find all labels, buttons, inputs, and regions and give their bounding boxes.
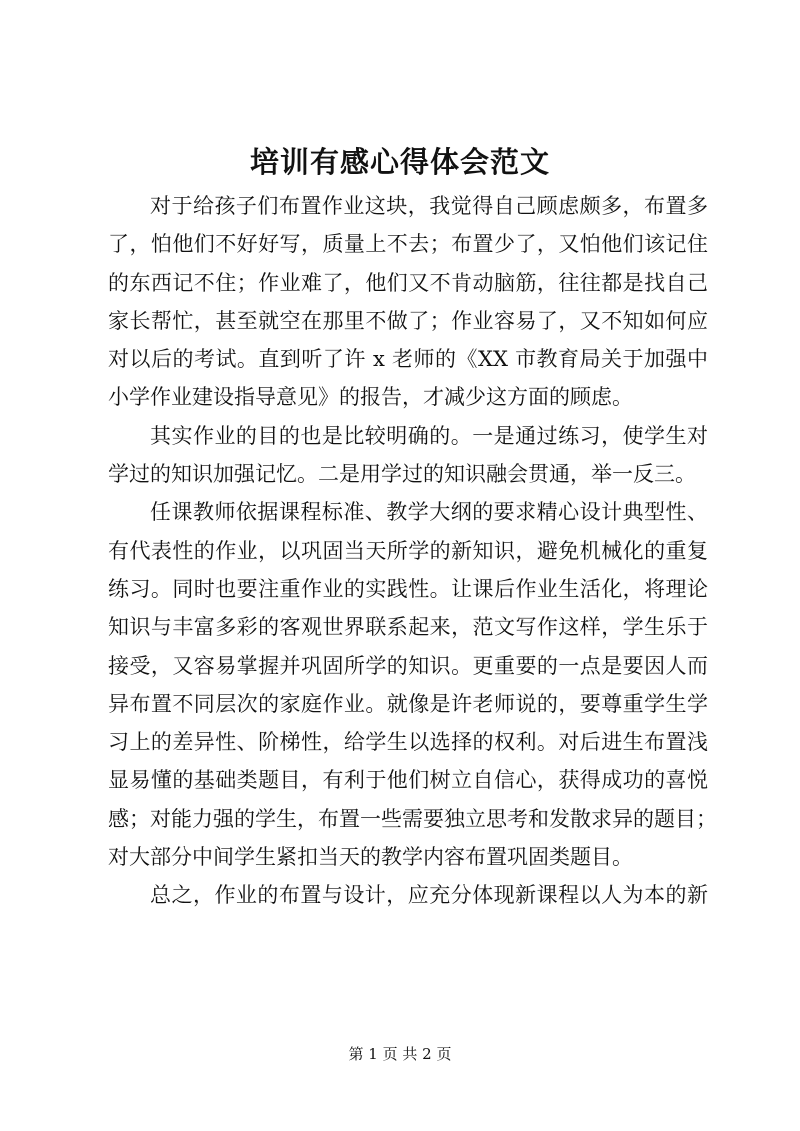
text-line: 对以后的考试。直到听了许 x 老师的《XX 市教育局关于加强中	[108, 347, 708, 372]
page-indicator: 第 1 页 共 2 页	[348, 1045, 452, 1063]
text-line: 学过的知识加强记忆。二是用学过的知识融会贯通，举一反三。	[108, 462, 696, 487]
paragraph	[108, 876, 708, 914]
text-line: 感；对能力强的学生，布置一些需要独立思考和发散求异的题目；	[108, 806, 717, 831]
text-line: 对大部分中间学生紧扣当天的教学内容布置巩固类题目。	[108, 845, 633, 870]
text-line: 对于给孩子们布置作业这块，我觉得自己顾虑颇多，布置多	[150, 194, 708, 218]
text-line: 了，怕他们不好好写，质量上不去；布置少了，又怕他们该记住	[108, 232, 708, 257]
text-line: 家长帮忙，甚至就空在那里不做了；作业容易了，又不知如何应	[108, 308, 708, 333]
text-line: 知识与丰富多彩的客观世界联系起来，范文写作这样，学生乐于	[108, 615, 708, 640]
text-line: 练习。同时也要注重作业的实践性。让课后作业生活化，将理论	[108, 576, 708, 601]
text-line: 任课教师依据课程标准、教学大纲的要求精心设计典型性、	[150, 500, 708, 525]
document-title: 培训有感心得体会范文	[249, 145, 550, 179]
paragraph	[108, 417, 708, 494]
text-line: 的东西记不住；作业难了，他们又不肯动脑筋，往往都是找自己	[108, 270, 708, 295]
document-body	[108, 187, 717, 915]
text-line: 其实作业的目的也是比较明确的。一是通过练习，使学生对	[150, 423, 708, 448]
text-line: 异布置不同层次的家庭作业。就像是许老师说的，要尊重学生学	[108, 691, 708, 716]
paragraph	[108, 493, 717, 876]
text-line: 小学作业建设指导意见》的报告，才减少这方面的顾虑。	[108, 385, 633, 410]
text-line: 接受，又容易掌握并巩固所学的知识。更重要的一点是要因人而	[108, 653, 708, 678]
text-line: 习上的差异性、阶梯性，给学生以选择的权利。对后进生布置浅	[108, 730, 708, 755]
text-line: 有代表性的作业，以巩固当天所学的新知识，避免机械化的重复	[108, 538, 708, 563]
paragraph	[108, 187, 708, 417]
text-line: 显易懂的基础类题目，有利于他们树立自信心，获得成功的喜悦	[108, 768, 708, 793]
text-line: 总之，作业的布置与设计，应充分体现新课程以人为本的新	[150, 883, 708, 908]
